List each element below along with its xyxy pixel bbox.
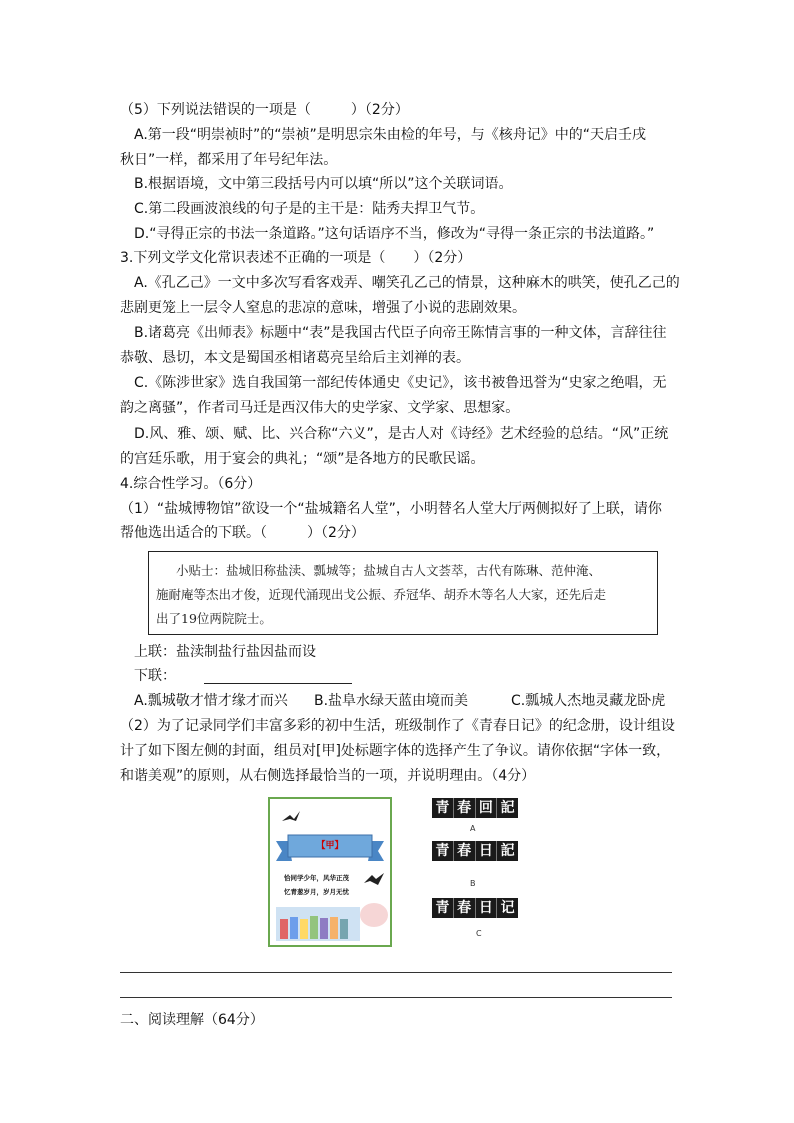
tip-line3: 出了19位两院院士。 — [156, 611, 272, 626]
q4-part2-line2: 计了如下图左侧的封面，组员对[甲]处标题字体的选择产生了争议。请你依据“字体一致， — [120, 743, 671, 759]
q4-stem: 4.综合性学习。（6分） — [120, 476, 262, 492]
q5-option-d: D.“寻得正宗的书法一条道路。”这句话语序不当，修改为“寻得一条正宗的书法道路。” — [134, 226, 655, 242]
journal-cover — [268, 797, 392, 947]
font-option-a-label: A — [470, 824, 476, 833]
q5-option-b: B.根据语境，文中第三段括号内可以填“所以”这个关联词语。 — [134, 176, 513, 192]
q5-stem: （5）下列说法错误的一项是（ ）（2分） — [120, 102, 409, 118]
couplet-option-c: C.瓢城人杰地灵藏龙卧虎 — [511, 693, 666, 709]
q4-part2-line1: （2）为了记录同学们丰富多彩的初中生活，班级制作了《青春日记》的纪念册，设计组设 — [120, 718, 675, 734]
q4-part1-line1: （1）“盐城博物馆”欲设一个“盐城籍名人堂”，小明替名人堂大厅两侧拟好了上联，请你 — [120, 501, 662, 517]
cover-title-placeholder: 【甲】 — [316, 841, 344, 851]
q5-option-c: C.第二段画波浪线的句子是的主干是：陆秀夫捍卫气节。 — [134, 201, 485, 217]
q3-option-b-line2: 恭敬、恳切，本文是蜀国丞相诸葛亮呈给后主刘禅的表。 — [120, 350, 470, 366]
cover-line2: 忆青葱岁月，岁月无忧 — [284, 888, 349, 896]
font-option-b-label: B — [470, 879, 476, 888]
upper-couplet: 上联：盐渎制盐行盐因盐而设 — [134, 644, 316, 660]
lower-couplet-label: 下联： — [134, 668, 176, 684]
q3-option-a-line2: 悲剧更笼上一层令人窒息的悲凉的意味，增强了小说的悲剧效果。 — [120, 300, 526, 316]
bird-icon-2 — [364, 873, 384, 885]
tip-line2: 施耐庵等杰出才俊，近现代涌现出戈公振、乔冠华、胡乔木等名人大家，还先后走 — [156, 587, 607, 602]
tip-label: 小贴士： — [176, 563, 227, 578]
answer-line-2[interactable] — [120, 997, 672, 998]
lower-couplet-blank[interactable] — [204, 683, 352, 684]
q3-option-c-line2: 韵之离骚”，作者司马迁是西汉伟大的史学家、文学家、思想家。 — [120, 400, 520, 416]
student-5 — [320, 918, 328, 939]
q4-part1-line2: 帮他选出适合的下联。（ ）（2分） — [120, 525, 365, 541]
answer-line-1[interactable] — [120, 972, 672, 973]
q5-option-a-line2: 秋日”一样，都采用了年号纪年法。 — [120, 152, 338, 168]
q5-option-a-line1: A.第一段“明崇祯时”的“崇祯”是明思宗朱由检的年号，与《核舟记》中的“天启壬戌 — [134, 127, 647, 143]
student-2 — [290, 917, 298, 939]
bird-icon — [282, 811, 300, 821]
couplet-option-a: A.瓢城敬才惜才缘才而兴 — [134, 693, 288, 709]
q4-part2-line3: 和谐美观”的原则，从右侧选择最恰当的一项，并说明理由。（4分） — [120, 768, 536, 784]
tip-line1: 小贴士：盐城旧称盐渎、瓢城等；盐城自古人文荟萃，古代有陈琳、范仲淹、 — [176, 563, 602, 578]
q3-option-b-line1: B.诸葛亮《出师表》标题中“表”是我国古代臣子向帝王陈情言事的一种文体，言辞往往 — [134, 325, 667, 341]
q3-stem: 3.下列文学文化常识表述不正确的一项是（ ）（2分） — [120, 250, 472, 266]
student-7 — [340, 919, 348, 939]
font-option-c-label: C — [476, 929, 482, 938]
student-1 — [280, 919, 288, 939]
cover-artwork — [270, 799, 390, 945]
q3-option-d-line2: 的宫廷乐歌，用于宴会的典礼；“颂”是各地方的民歌民谣。 — [120, 451, 485, 467]
font-option-c[interactable]: 青 春 日 记 — [432, 898, 518, 918]
student-4 — [310, 916, 318, 939]
q3-option-d-line1: D.风、雅、颂、赋、比、兴合称“六义”，是古人对《诗经》艺术经验的总结。“风”正统 — [134, 426, 669, 442]
tip-box — [148, 551, 658, 635]
blossom — [360, 903, 388, 927]
font-option-b[interactable]: 青 春 日 記 — [432, 841, 518, 861]
couplet-option-b: B.盐阜水绿天蓝由境而美 — [314, 693, 469, 709]
section-2-heading: 二、阅读理解（64分） — [120, 1012, 264, 1028]
q3-option-c-line1: C.《陈涉世家》选自我国第一部纪传体通史《史记》，该书被鲁迅誉为“史家之绝唱，无 — [134, 375, 667, 391]
q3-option-a-line1: A.《孔乙己》一文中多次写看客戏弄、嘲笑孔乙己的情景，这种麻木的哄笑，使孔乙己的 — [134, 275, 680, 291]
student-3 — [300, 919, 308, 939]
cover-line1: 恰同学少年，风华正茂 — [284, 874, 349, 882]
student-6 — [330, 917, 338, 939]
font-option-a[interactable]: 青 春 回 記 — [432, 798, 518, 818]
